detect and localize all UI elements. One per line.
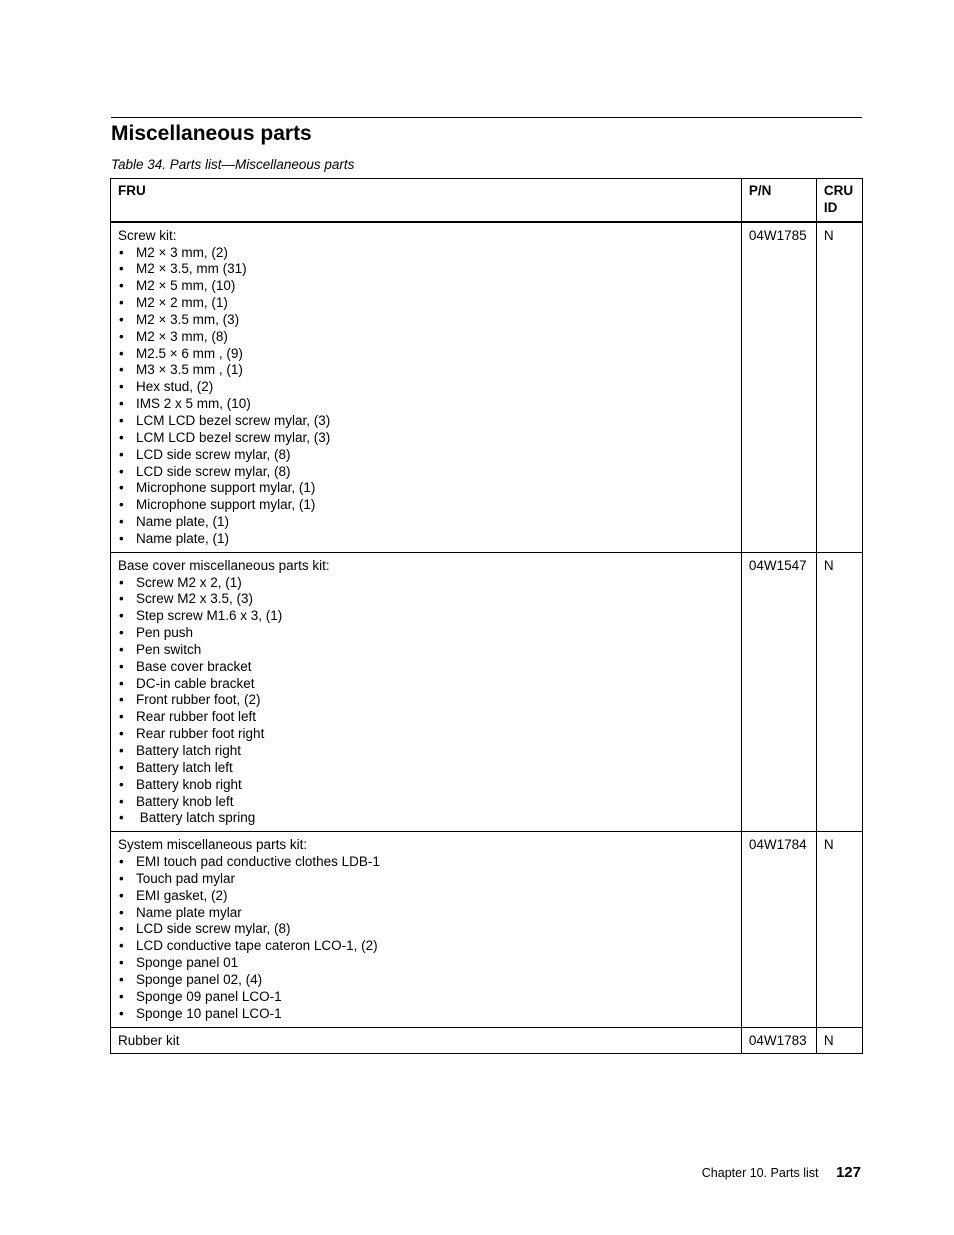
fru-item-list [118, 575, 734, 828]
bullet-icon: • [119, 904, 124, 920]
list-item [118, 379, 734, 396]
fru-item-text: Sponge panel 01 [136, 955, 239, 971]
list-item [118, 760, 734, 777]
bullet-icon: • [119, 591, 124, 607]
fru-item-text: Screw M2 x 2, (1) [136, 574, 242, 590]
bullet-icon: • [119, 675, 124, 691]
bullet-icon: • [119, 854, 124, 870]
table-row [111, 1027, 863, 1054]
cru-id-cell: N [816, 1027, 862, 1054]
list-item [118, 955, 734, 972]
fru-item-text: Battery knob right [136, 776, 242, 792]
list-item [118, 362, 734, 379]
list-item [118, 659, 734, 676]
bullet-icon: • [119, 759, 124, 775]
bullet-icon: • [119, 497, 124, 513]
fru-item-list [118, 854, 734, 1022]
parts-table [110, 178, 863, 1054]
fru-cell [111, 552, 742, 832]
bullet-icon: • [119, 625, 124, 641]
fru-item-text: Screw M2 x 3.5, (3) [136, 591, 254, 607]
fru-item-text: Battery knob left [136, 793, 234, 809]
fru-item-text: LCM LCD bezel screw mylar, (3) [136, 412, 331, 428]
fru-item-list [118, 245, 734, 548]
table-row [111, 222, 863, 553]
fru-item-text: M2 × 3.5 mm, (3) [136, 311, 240, 327]
fru-item-text: Name plate, (1) [136, 530, 230, 546]
fru-item-text: Pen switch [136, 641, 202, 657]
fru-item-text: Pen push [136, 625, 194, 641]
bullet-icon: • [119, 793, 124, 809]
bullet-icon: • [119, 887, 124, 903]
fru-kit-title: System miscellaneous parts kit: [118, 837, 308, 853]
bullet-icon: • [119, 379, 124, 395]
list-item [118, 396, 734, 413]
fru-item-text: Battery latch right [136, 743, 242, 758]
header-cru-line2: ID [823, 199, 838, 215]
fru-item-text: M2 × 3 mm, (2) [136, 244, 228, 260]
list-item [118, 329, 734, 346]
fru-item-text: Front rubber foot, (2) [136, 692, 261, 708]
fru-item-text: Microphone support mylar, (1) [136, 480, 316, 496]
part-number-cell: 04W1784 [741, 832, 816, 1027]
list-item [118, 888, 734, 905]
fru-item-text: Battery latch left [136, 759, 233, 775]
table-caption: Table 34. Parts list—Miscellaneous parts [111, 157, 355, 172]
header-fru: FRU [111, 179, 742, 222]
fru-item-text: Step screw M1.6 x 3, (1) [136, 608, 283, 624]
bullet-icon: • [119, 641, 124, 657]
list-item [118, 497, 734, 514]
fru-item-text: EMI gasket, (2) [136, 887, 228, 903]
bullet-icon: • [119, 658, 124, 674]
fru-kit-title: Rubber kit [118, 1032, 180, 1048]
bullet-icon: • [119, 988, 124, 1004]
fru-item-text: IMS 2 x 5 mm, (10) [136, 396, 251, 412]
list-item [118, 575, 734, 592]
part-number-cell: 04W1783 [741, 1027, 816, 1054]
bullet-icon: • [119, 328, 124, 344]
part-number-cell: 04W1547 [741, 552, 816, 832]
list-item [118, 591, 734, 608]
list-item [118, 413, 734, 430]
list-item [118, 726, 734, 743]
footer-chapter: Chapter 10. Parts list [701, 1166, 819, 1180]
list-item [118, 871, 734, 888]
bullet-icon: • [119, 709, 124, 725]
fru-cell [111, 832, 742, 1027]
header-cru-line1: CRU [823, 183, 854, 198]
bullet-icon: • [119, 480, 124, 496]
fru-cell [111, 1027, 742, 1054]
list-item [118, 972, 734, 989]
page-footer [702, 1163, 861, 1183]
list-item [118, 447, 734, 464]
fru-item-text: Name plate, (1) [136, 514, 230, 530]
fru-item-text: Base cover bracket [136, 658, 252, 674]
bullet-icon: • [119, 463, 124, 479]
list-item [118, 743, 734, 760]
fru-item-text: Name plate mylar [136, 904, 242, 920]
fru-item-text: Sponge 09 panel LCO-1 [136, 988, 282, 1004]
list-item [118, 794, 734, 811]
list-item [118, 531, 734, 548]
list-item [118, 295, 734, 312]
bullet-icon: • [119, 261, 124, 277]
bullet-icon: • [119, 514, 124, 530]
list-item [118, 642, 734, 659]
list-item [118, 1006, 734, 1023]
bullet-icon: • [119, 295, 124, 311]
bullet-icon: • [119, 345, 124, 361]
bullet-icon: • [119, 396, 124, 412]
list-item [118, 514, 734, 531]
bullet-icon: • [119, 921, 124, 937]
bullet-icon: • [119, 692, 124, 708]
table-header-row [111, 179, 863, 222]
list-item [118, 464, 734, 481]
fru-item-text: LCM LCD bezel screw mylar, (3) [136, 429, 331, 445]
fru-item-text: Sponge panel 02, (4) [136, 971, 263, 987]
fru-item-text: LCD side screw mylar, (8) [136, 446, 291, 462]
list-item [118, 245, 734, 262]
fru-item-text: M2 × 3 mm, (8) [136, 328, 228, 344]
list-item [118, 810, 734, 827]
cru-id-cell: N [816, 552, 862, 832]
bullet-icon: • [119, 870, 124, 886]
bullet-icon: • [119, 446, 124, 462]
fru-item-text: Battery latch spring [136, 810, 256, 826]
fru-item-text: Microphone support mylar, (1) [136, 497, 316, 513]
list-item [118, 692, 734, 709]
fru-kit-title: Screw kit: [118, 227, 177, 243]
list-item [118, 480, 734, 497]
fru-item-text: LCD side screw mylar, (8) [136, 463, 291, 479]
fru-kit-title: Base cover miscellaneous parts kit: [118, 557, 330, 573]
part-number-cell: 04W1785 [741, 222, 816, 553]
section-rule [111, 117, 862, 118]
bullet-icon: • [119, 608, 124, 624]
list-item [118, 676, 734, 693]
bullet-icon: • [119, 530, 124, 546]
list-item [118, 261, 734, 278]
fru-item-text: LCD conductive tape cateron LCO-1, (2) [136, 938, 378, 954]
fru-item-text: M3 × 3.5 mm , (1) [136, 362, 243, 378]
bullet-icon: • [119, 938, 124, 954]
fru-item-text: Touch pad mylar [136, 870, 236, 886]
bullet-icon: • [119, 412, 124, 428]
parts-table-body [111, 222, 863, 1054]
table-row [111, 552, 863, 832]
bullet-icon: • [119, 244, 124, 260]
bullet-icon: • [119, 971, 124, 987]
bullet-icon: • [119, 743, 124, 758]
section-title: Miscellaneous parts [111, 122, 312, 145]
fru-item-text: Sponge 10 panel LCO-1 [136, 1005, 282, 1021]
header-cru-id [816, 179, 862, 222]
fru-item-text: M2 × 3.5, mm (31) [136, 261, 247, 277]
list-item [118, 905, 734, 922]
list-item [118, 989, 734, 1006]
fru-item-text: Rear rubber foot right [136, 726, 265, 742]
list-item [118, 854, 734, 871]
bullet-icon: • [119, 810, 124, 826]
bullet-icon: • [119, 429, 124, 445]
list-item [118, 709, 734, 726]
bullet-icon: • [119, 574, 124, 590]
bullet-icon: • [119, 311, 124, 327]
list-item [118, 312, 734, 329]
fru-item-text: M2 × 2 mm, (1) [136, 295, 228, 311]
header-pn: P/N [741, 179, 816, 222]
list-item [118, 938, 734, 955]
bullet-icon: • [119, 726, 124, 742]
bullet-icon: • [119, 955, 124, 971]
fru-item-text: Hex stud, (2) [136, 379, 214, 395]
fru-item-text: M2 × 5 mm, (10) [136, 278, 236, 294]
fru-item-text: EMI touch pad conductive clothes LDB-1 [136, 854, 380, 870]
list-item [118, 346, 734, 363]
fru-item-text: Rear rubber foot left [136, 709, 257, 725]
list-item [118, 777, 734, 794]
bullet-icon: • [119, 362, 124, 378]
cru-id-cell: N [816, 832, 862, 1027]
list-item [118, 625, 734, 642]
bullet-icon: • [119, 1005, 124, 1021]
cru-id-cell: N [816, 222, 862, 553]
bullet-icon: • [119, 776, 124, 792]
fru-item-text: M2.5 × 6 mm , (9) [136, 345, 243, 361]
fru-item-text: LCD side screw mylar, (8) [136, 921, 291, 937]
page-number: 127 [835, 1164, 861, 1181]
list-item [118, 921, 734, 938]
fru-item-text: DC-in cable bracket [136, 675, 255, 691]
list-item [118, 430, 734, 447]
fru-cell [111, 222, 742, 553]
table-row [111, 832, 863, 1027]
bullet-icon: • [119, 278, 124, 294]
list-item [118, 608, 734, 625]
list-item [118, 278, 734, 295]
